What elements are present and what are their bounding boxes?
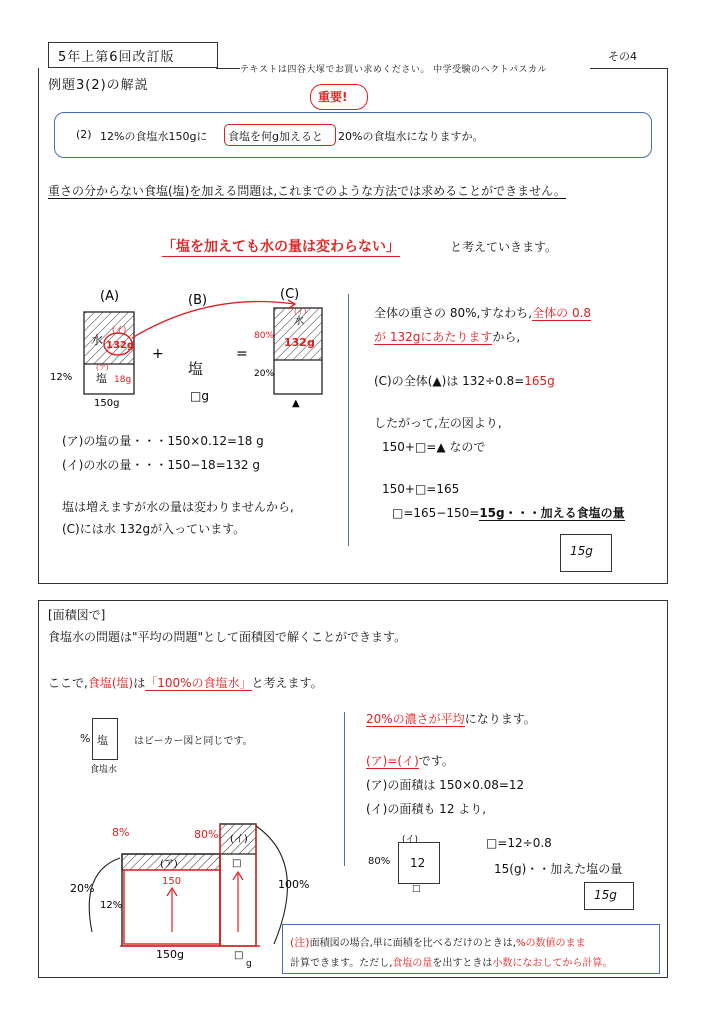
right-line-6: 150+□=165	[382, 482, 460, 496]
small-bottom: □	[412, 884, 421, 894]
a-water-value: 132g	[106, 340, 135, 351]
left-note-1: 塩は増えますが水の量は変わりませんから,	[62, 500, 294, 514]
area-line-2	[48, 674, 323, 691]
diag-sq-bottom: □	[234, 950, 244, 961]
answer-2: 15g	[594, 888, 617, 902]
diag-100: 100%	[278, 878, 310, 891]
c-label-i: (イ)	[294, 308, 307, 316]
diag-p: (ア)	[160, 859, 178, 870]
right-line-7a: □=165−150=	[392, 506, 480, 520]
plus-sign: +	[152, 346, 164, 362]
b-square: □g	[190, 389, 209, 403]
area-line-1: 食塩水の問題は"平均の問題"として面積図で解くことができます。	[48, 630, 407, 644]
diag-sq-top: □	[232, 858, 242, 869]
note-line-2	[290, 954, 612, 969]
small-value: 12	[410, 856, 426, 870]
note-2a: 計算できます。ただし,	[290, 958, 393, 969]
note-1a: 面積図の場合,単に面積を比べるだけのときは,	[309, 938, 516, 949]
calc1: □=12÷0.8	[486, 836, 552, 850]
right-line-7	[392, 504, 625, 521]
note-2b: 食塩の量	[392, 958, 433, 969]
a-salt-value: 18g	[114, 375, 132, 385]
right-line-1	[374, 304, 591, 321]
diag-8: 8%	[112, 826, 130, 839]
avg-line	[366, 710, 536, 727]
key-phrase: 「塩を加えても水の量は変わらない」	[162, 236, 400, 257]
intro-line1	[48, 182, 566, 199]
a-water: 水	[91, 333, 104, 347]
right-line-2	[374, 328, 520, 345]
mini-salt: 塩	[97, 734, 108, 747]
answer-1: 15g	[570, 544, 593, 558]
right-line-1a: 全体の重さの 80%,すなわち,	[374, 306, 533, 320]
right-line-2b: から,	[492, 330, 521, 344]
diag-80: 80%	[194, 828, 219, 841]
diag-20: 20%	[70, 882, 95, 895]
right-line-4: したがって,左の図より,	[374, 416, 502, 430]
small-percent: 80%	[368, 856, 391, 867]
area-line-2d: 「100%の食塩水」	[145, 676, 252, 690]
question-num: (2)	[76, 128, 92, 141]
right-line-5: 150+□=▲ なので	[382, 440, 486, 454]
beaker-diagram	[48, 282, 338, 412]
label-b: (B)	[188, 293, 208, 308]
note-prefix: (注)	[290, 936, 310, 949]
label-a: (A)	[100, 289, 120, 304]
example-title: 例題3(2)の解説	[48, 78, 149, 93]
top-divider	[348, 294, 349, 546]
eq1-line	[366, 752, 454, 769]
small-label: (イ)	[402, 835, 419, 845]
a-salt: 塩	[96, 372, 107, 385]
question-highlight: 食塩を何g加えると	[228, 130, 323, 143]
right-line-3b: 165g	[524, 374, 555, 388]
equals-sign: =	[236, 346, 248, 362]
intro-text: 重さの分からない食塩(塩)を加える問題は,これまでのような方法では求めることができません。	[48, 184, 566, 198]
eq1: (ア)=(イ)	[366, 754, 419, 768]
c-water-value: 132g	[284, 336, 315, 349]
area-line-2c: は	[133, 676, 146, 690]
area-line-2b: 食塩(塩)	[87, 676, 134, 690]
calc2: 15(g)・・加えた塩の量	[494, 862, 623, 876]
key-suffix: と考えていきます。	[450, 240, 558, 254]
top-line-right	[590, 68, 667, 69]
area-line-2e: と考えます。	[251, 676, 323, 690]
question-part1: 12%の食塩水150gに	[100, 130, 208, 143]
left-note-2: (C)には水 132gが入っています。	[62, 522, 246, 536]
a-label-i: (イ)	[112, 325, 127, 334]
diag-150g: 150g	[156, 948, 184, 961]
mini-percent: %	[80, 732, 91, 745]
bottom-divider	[344, 712, 345, 866]
question-part2: 20%の食塩水になりますか。	[338, 130, 484, 143]
top-line	[216, 68, 240, 69]
mini-label: 食塩水	[90, 765, 118, 775]
c-water: 水	[294, 316, 304, 327]
avg-a: 20%の濃さが平均	[366, 712, 465, 726]
area-title: [面積図で]	[48, 608, 106, 622]
c-percent-bottom: 20%	[254, 369, 275, 379]
a-label-a: (ア)	[96, 364, 109, 372]
diag-12: 12%	[100, 900, 123, 911]
c-triangle: ▲	[292, 398, 300, 409]
diag-g: g	[246, 959, 252, 968]
area-line-2a: ここで,	[48, 676, 88, 690]
note-1b: %の数値のまま	[515, 938, 586, 949]
series-label: 5年上第6回改訂版	[58, 50, 175, 65]
header-notice: テキストは四谷大塚でお買い求めください。 中学受験のヘクトパスカル	[240, 65, 548, 75]
right-line-7b: 15g・・・加える食塩の量	[479, 506, 625, 520]
eq3-line: (イ)の面積も 12 より,	[366, 802, 487, 816]
right-line-1b: 全体の 0.8	[532, 306, 592, 320]
label-c: (C)	[280, 287, 300, 302]
page-label: その4	[608, 50, 637, 63]
avg-b: になります。	[464, 712, 536, 726]
c-percent-top: 80%	[254, 331, 275, 341]
left-calc-2: (イ)の水の量・・・150−18=132 g	[62, 458, 260, 472]
right-line-2a: が 132gにあたります	[374, 330, 493, 344]
note-2c: を出すときは	[432, 958, 493, 969]
note-line-1	[290, 934, 585, 950]
b-salt: 塩	[188, 360, 204, 378]
left-calc-1: (ア)の塩の量・・・150×0.12=18 g	[62, 434, 264, 448]
eq1b: です。	[418, 754, 454, 768]
diag-i: (イ)	[230, 834, 248, 845]
note-2d: 小数になおしてから計算。	[492, 958, 613, 969]
right-line-3a: (C)の全体(▲)は 132÷0.8=	[374, 374, 525, 388]
a-percent: 12%	[50, 372, 73, 383]
important-badge-text: 重要!	[318, 90, 348, 104]
diag-150: 150	[162, 876, 182, 887]
a-total: 150g	[94, 398, 120, 409]
mini-caption: はビーカー図と同じです。	[134, 736, 253, 747]
right-line-3	[374, 372, 555, 389]
eq2-line: (ア)の面積は 150×0.08=12	[366, 778, 525, 792]
